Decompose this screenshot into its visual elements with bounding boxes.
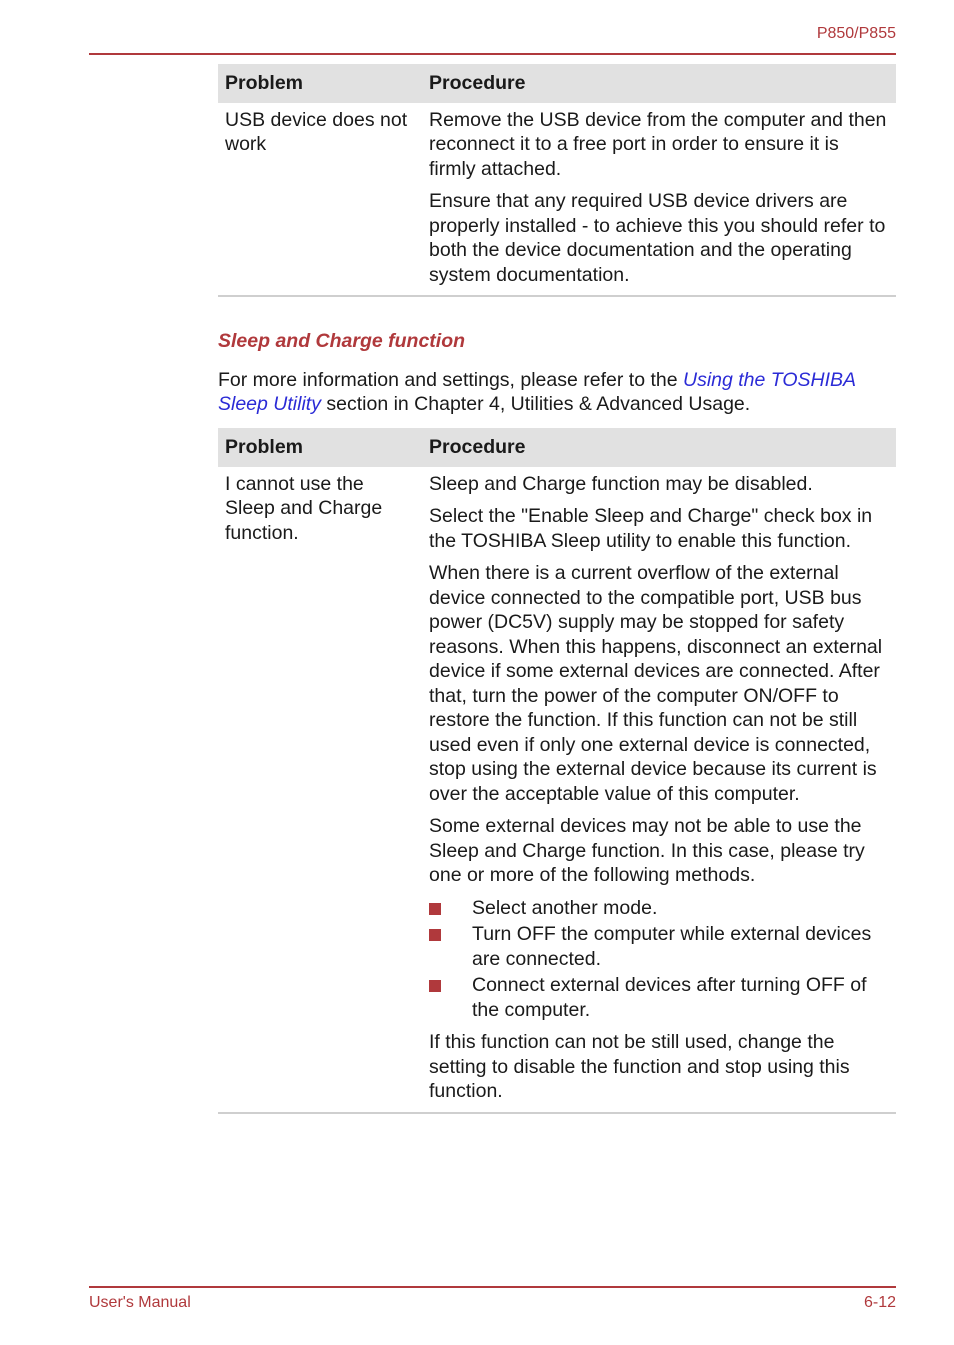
header-rule bbox=[89, 53, 896, 55]
footer-rule bbox=[89, 1286, 896, 1288]
procedure-paragraph: If this function can not be still used, change the setting to disable the function and stop using this function. bbox=[429, 1031, 850, 1102]
list-item bbox=[429, 973, 889, 1022]
sleep-charge-table-wrap bbox=[218, 428, 896, 1114]
procedure-paragraph: Remove the USB device from the computer and then reconnect it to a free port in order to ensure it is firmly attached. bbox=[429, 108, 887, 180]
list-item bbox=[429, 896, 889, 921]
intro-text: For more information and settings, please refer to the bbox=[218, 368, 683, 391]
footer-manual-title: User's Manual bbox=[89, 1294, 191, 1311]
procedure-paragraph: When there is a current overflow of the external device connected to the compatible port, USB bus power (DC5V) supply may be stopped for safety reasons. When this happens, disconnect an external device if some external devices are connected. After that, turn the power of the computer ON/OFF to restore the function. If this function can not be still used even if only one external device is connected, stop using the external device because its current is over the acceptable value of this computer. bbox=[429, 562, 883, 805]
procedure-paragraph: Sleep and Charge function may be disabled. bbox=[429, 472, 813, 495]
usb-troubleshooting-table-wrap bbox=[218, 64, 896, 297]
square-bullet-icon bbox=[429, 929, 441, 941]
procedure-paragraph: Some external devices may not be able to use the Sleep and Charge function. In this case, please try one or more of the following methods. bbox=[429, 815, 865, 886]
list-item-text: Turn OFF the computer while external devices are connected. bbox=[472, 923, 872, 970]
table-row bbox=[218, 103, 896, 297]
problem-cell: USB device does not work bbox=[218, 103, 422, 297]
square-bullet-icon bbox=[429, 980, 441, 992]
sleep-charge-section bbox=[218, 329, 896, 417]
table-row bbox=[218, 467, 896, 1113]
problem-cell: I cannot use the Sleep and Charge function. bbox=[218, 467, 422, 1113]
sleep-utility-link[interactable]: Using the TOSHIBA Sleep Utility bbox=[218, 368, 856, 415]
table-header-row bbox=[218, 64, 896, 103]
procedure-cell bbox=[422, 103, 896, 297]
procedure-cell bbox=[422, 467, 896, 1113]
square-bullet-icon bbox=[429, 903, 441, 915]
table-header-row bbox=[218, 428, 896, 467]
intro-text-after: section in Chapter 4, Utilities & Advanced Usage. bbox=[320, 393, 751, 415]
column-header-problem: Problem bbox=[218, 428, 422, 467]
usb-troubleshooting-table bbox=[218, 64, 896, 297]
procedure-paragraph: Ensure that any required USB device drivers are properly installed - to achieve this you should refer to both the device documentation and the operating system documentation. bbox=[429, 190, 886, 286]
section-title: Sleep and Charge function bbox=[218, 330, 466, 352]
column-header-problem: Problem bbox=[218, 64, 422, 103]
header-model-name: P850/P855 bbox=[816, 25, 896, 42]
column-header-procedure: Procedure bbox=[422, 428, 896, 467]
section-intro bbox=[218, 368, 896, 417]
list-item-text: Connect external devices after turning OFF of the computer. bbox=[472, 974, 867, 1021]
sleep-charge-table bbox=[218, 428, 896, 1114]
procedure-paragraph: Select the "Enable Sleep and Charge" check box in the TOSHIBA Sleep utility to enable this function. bbox=[429, 505, 873, 552]
list-item-text: Select another mode. bbox=[472, 896, 658, 919]
list-item bbox=[429, 922, 889, 971]
column-header-procedure: Procedure bbox=[422, 64, 896, 103]
methods-list bbox=[429, 896, 889, 1023]
footer-page-number: 6-12 bbox=[863, 1294, 896, 1311]
